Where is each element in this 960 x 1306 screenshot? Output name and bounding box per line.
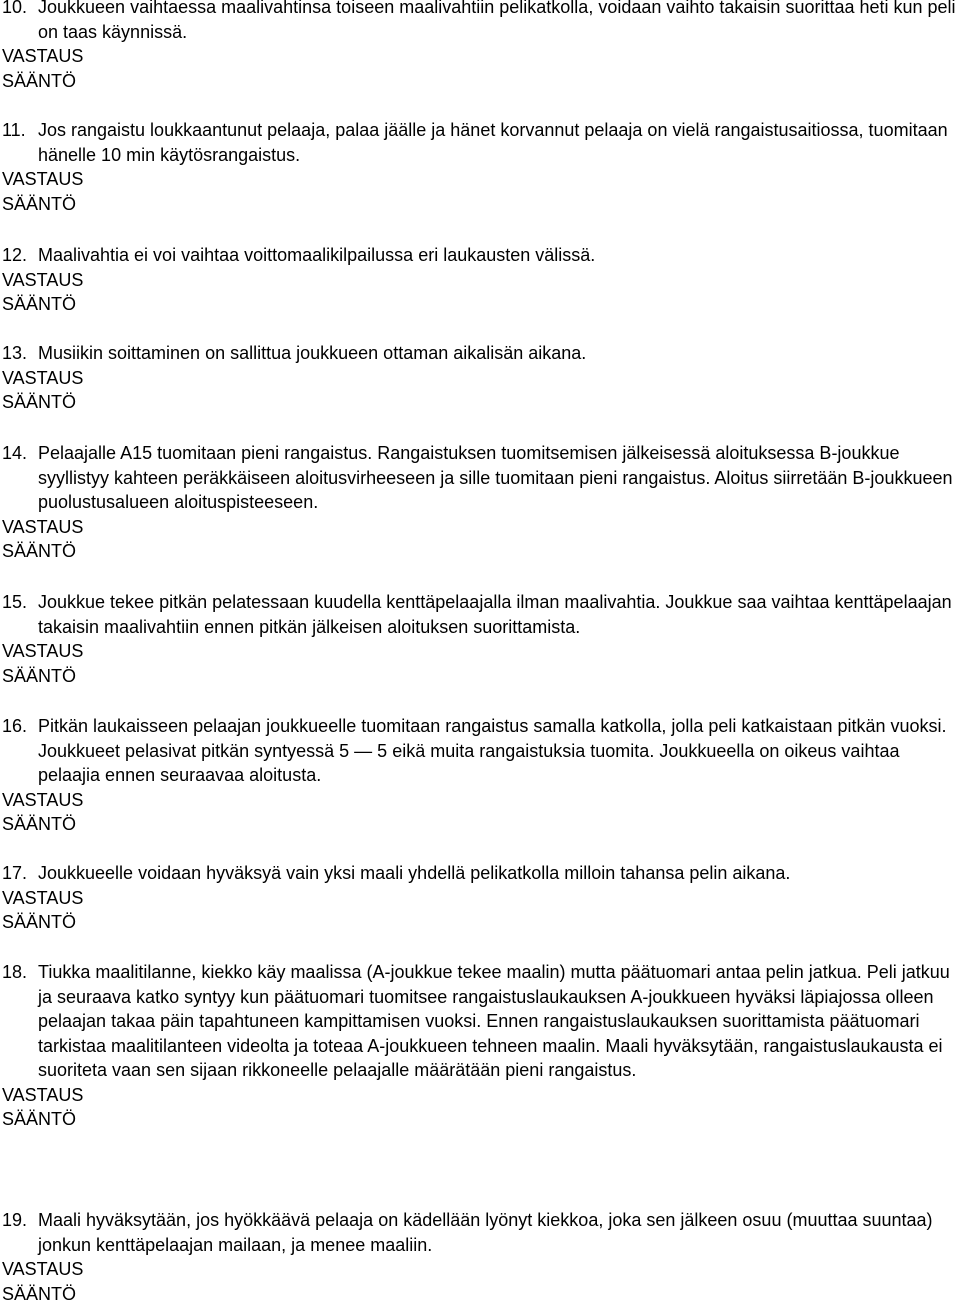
rule-label: SÄÄNTÖ [0,192,960,217]
question-18 [0,960,960,1132]
answer-label: VASTAUS [0,886,960,911]
question-number: 13. [0,341,38,366]
answer-label: VASTAUS [0,515,960,540]
question-text: Jos rangaistu loukkaantunut pelaaja, palaa jäälle ja hänet korvannut pelaaja on vielä rangaistusaitiossa, tuomitaan hänelle 10 min käytösrangaistus. [38,118,960,167]
question-text: Tiukka maalitilanne, kiekko käy maalissa (A-joukkue tekee maalin) mutta päätuomari antaa pelin jatkua. Peli jatkuu ja seuraava katko syntyy kun päätuomari tuomitsee rangaistuslaukauksen A-joukkueen hyväksi läpiajossa olleen pelaajan takaa päin tapahtuneen kampittamisen vuoksi. Ennen rangaistuslaukauksen suorittamista päätuomari tarkistaa maalitilanteen videolta ja toteaa A-joukkueen tehneen maalin. Maali hyväksytään, rangaistuslaukausta ei suoriteta vaan sen sijaan rikkoneelle pelaajalle määrätään pieni rangaistus. [38,960,960,1083]
question-16 [0,714,960,837]
question-number: 14. [0,441,38,515]
question-17 [0,861,960,935]
question-number: 18. [0,960,38,1083]
rule-label: SÄÄNTÖ [0,910,960,935]
question-text: Pelaajalle A15 tuomitaan pieni rangaistus. Rangaistuksen tuomitsemisen jälkeisessä aloituksessa B-joukkue syyllistyy kahteen peräkkäiseen aloitusvirheeseen ja sille tuomitaan pieni rangaistus. Aloitus siirretään B-joukkueen puolustusalueen aloituspisteeseen. [38,441,960,515]
answer-label: VASTAUS [0,788,960,813]
question-number: 11. [0,118,38,167]
rule-label: SÄÄNTÖ [0,539,960,564]
answer-label: VASTAUS [0,366,960,391]
rule-label: SÄÄNTÖ [0,1107,960,1132]
question-text: Joukkueelle voidaan hyväksyä vain yksi maali yhdellä pelikatkolla milloin tahansa pelin aikana. [38,861,960,886]
answer-label: VASTAUS [0,268,960,293]
question-number: 12. [0,243,38,268]
question-text: Musiikin soittaminen on sallittua joukkueen ottaman aikalisän aikana. [38,341,960,366]
question-text: Maalivahtia ei voi vaihtaa voittomaalikilpailussa eri laukausten välissä. [38,243,960,268]
rule-label: SÄÄNTÖ [0,1282,960,1306]
question-number: 15. [0,590,38,639]
question-11 [0,118,960,216]
rule-label: SÄÄNTÖ [0,292,960,317]
question-number: 16. [0,714,38,788]
rule-label: SÄÄNTÖ [0,812,960,837]
question-13 [0,341,960,415]
question-text: Maali hyväksytään, jos hyökkäävä pelaaja on kädellään lyönyt kiekkoa, joka sen jälkeen osuu (muuttaa suuntaa) jonkun kenttäpelaajan mailaan, ja menee maaliin. [38,1208,960,1257]
question-number: 17. [0,861,38,886]
rule-label: SÄÄNTÖ [0,664,960,689]
answer-label: VASTAUS [0,167,960,192]
answer-label: VASTAUS [0,639,960,664]
question-number: 10. [0,0,38,44]
question-19 [0,1208,960,1306]
question-14 [0,441,960,564]
question-12 [0,243,960,317]
answer-label: VASTAUS [0,1083,960,1108]
question-10 [0,0,960,93]
question-number: 19. [0,1208,38,1257]
rule-label: SÄÄNTÖ [0,390,960,415]
question-text: Joukkue tekee pitkän pelatessaan kuudella kenttäpelaajalla ilman maalivahtia. Joukkue saa vaihtaa kenttäpelaajan takaisin maalivahtiin ennen pitkän jälkeisen aloituksen suorittamista. [38,590,960,639]
answer-label: VASTAUS [0,1257,960,1282]
answer-label: VASTAUS [0,44,960,69]
question-text: Pitkän laukaisseen pelaajan joukkueelle tuomitaan rangaistus samalla katkolla, jolla peli katkaistaan pitkän vuoksi. Joukkueet pelasivat pitkän syntyessä 5 — 5 eikä muita rangaistuksia tuomita. Joukkueella on oikeus vaihtaa pelaajia ennen seuraavaa aloitusta. [38,714,960,788]
question-text: Joukkueen vaihtaessa maalivahtinsa toiseen maalivahtiin pelikatkolla, voidaan vaihto takaisin suorittaa heti kun peli on taas käynnissä. [38,0,960,44]
question-15 [0,590,960,688]
rule-label: SÄÄNTÖ [0,69,960,94]
